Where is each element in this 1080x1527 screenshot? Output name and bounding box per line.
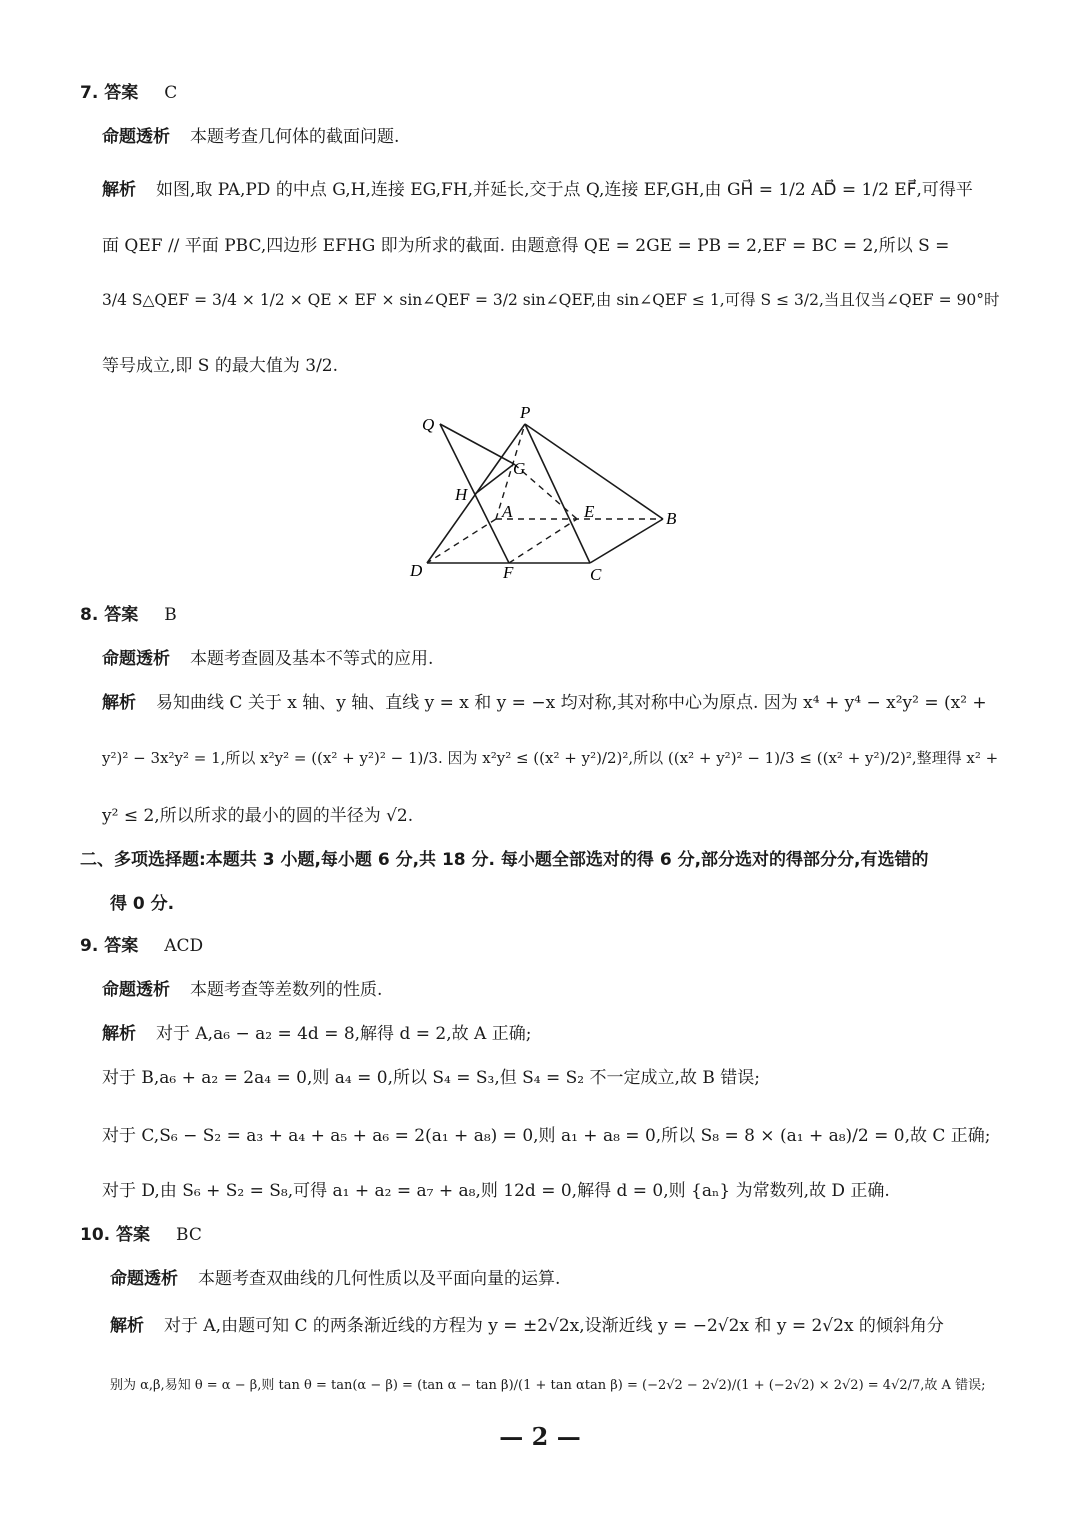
q8-analysis-line-2: y²)² − 3x²y² = 1,所以 x²y² = ((x² + y²)² − 1)/3. 因为 x²y² ≤ ((x² + y²)/2)²,所以 ((x² + y²)² − 1)/3 ≤ ((x² + y²)/2)²,整理得 x² +	[102, 749, 999, 767]
label-h: H	[455, 485, 468, 504]
answer-label: 8. 答案	[80, 605, 139, 625]
answer-value: BC	[176, 1225, 202, 1245]
q7-analysis-line-4: 等号成立,即 S 的最大值为 3/2.	[102, 356, 339, 376]
edge-cb	[590, 519, 663, 563]
q9-analysis-line-3: 对于 C,S₆ − S₂ = a₃ + a₄ + a₅ + a₆ = 2(a₁ + a₈) = 0,则 a₁ + a₈ = 0,所以 S₈ = 8 × (a₁ + a₈)/2 = 0,故 C 正确;	[102, 1126, 991, 1146]
pyramid-section-figure	[400, 400, 700, 590]
intent-label: 命题透析	[102, 649, 170, 669]
intent-text: 本题考查几何体的截面问题.	[190, 127, 400, 147]
q8-intent	[102, 647, 433, 671]
line-fe	[509, 519, 577, 563]
q7-analysis-line-1	[102, 178, 973, 202]
page-number: — 2 —	[499, 1422, 581, 1451]
q9-intent	[102, 978, 382, 1002]
q10-intent	[110, 1267, 560, 1291]
edge-ad	[427, 519, 496, 563]
q9-analysis-line-1	[102, 1022, 531, 1046]
analysis-label: 解析	[102, 1024, 136, 1044]
analysis-label: 解析	[110, 1316, 144, 1336]
q9-analysis-line-2: 对于 B,a₆ + a₂ = 2a₄ = 0,则 a₄ = 0,所以 S₄ = S₃,但 S₄ = S₂ 不一定成立,故 B 错误;	[102, 1068, 760, 1088]
analysis-text: 对于 A,由题可知 C 的两条渐近线的方程为 y = ±2√2x,设渐近线 y = −2√2x 和 y = 2√2x 的倾斜角分	[164, 1316, 944, 1336]
q9-analysis-line-4: 对于 D,由 S₆ + S₂ = S₈,可得 a₁ + a₂ = a₇ + a₈,则 12d = 0,解得 d = 0,则 {aₙ} 为常数列,故 D 正确.	[102, 1181, 890, 1201]
label-a: A	[502, 502, 513, 521]
label-g: G	[513, 459, 526, 478]
label-b: B	[666, 509, 677, 528]
section-heading: 二、多项选择题:本题共 3 小题,每小题 6 分,共 18 分. 每小题全部选对的得 6 分,部分选对的得部分分,有选错的	[80, 850, 929, 870]
answer-value: B	[164, 605, 177, 625]
analysis-text: 易知曲线 C 关于 x 轴、y 轴、直线 y = x 和 y = −x 均对称,其对称中心为原点. 因为 x⁴ + y⁴ − x²y² = (x² +	[156, 693, 987, 713]
label-d: D	[410, 561, 423, 580]
label-e: E	[584, 502, 595, 521]
intent-text: 本题考查圆及基本不等式的应用.	[190, 649, 434, 669]
answer-label: 9. 答案	[80, 936, 139, 956]
intent-text: 本题考查等差数列的性质.	[190, 980, 383, 1000]
q8-header	[80, 603, 177, 627]
line-qg	[440, 424, 514, 464]
answer-label: 7. 答案	[80, 83, 139, 103]
q8-analysis-line-3: y² ≤ 2,所以所求的最小的圆的半径为 √2.	[102, 806, 414, 826]
q9-header	[80, 934, 203, 958]
pyramid-diagram	[400, 400, 700, 590]
analysis-label: 解析	[102, 693, 136, 713]
q10-header	[80, 1223, 202, 1247]
label-c: C	[590, 565, 602, 584]
label-q: Q	[422, 415, 435, 434]
q7-analysis-line-2: 面 QEF // 平面 PBC,四边形 EFHG 即为所求的截面. 由题意得 QE = 2GE = PB = 2,EF = BC = 2,所以 S =	[102, 236, 950, 256]
q8-analysis-line-1	[102, 691, 987, 715]
answer-label: 10. 答案	[80, 1225, 151, 1245]
line-qf	[440, 424, 509, 563]
q7-header	[80, 81, 177, 105]
q7-analysis-line-3: 3/4 S△QEF = 3/4 × 1/2 × QE × EF × sin∠QEF = 3/2 sin∠QEF,由 sin∠QEF ≤ 1,可得 S ≤ 3/2,当且仅当∠QEF = 90°时	[102, 291, 1000, 309]
edge-pc	[525, 424, 590, 563]
answer-value: ACD	[164, 936, 204, 956]
analysis-text: 如图,取 PA,PD 的中点 G,H,连接 EG,FH,并延长,交于点 Q,连接 EF,GH,由 GH⃗ = 1/2 AD⃗ = 1/2 EF⃗,可得平	[156, 180, 973, 200]
q10-analysis-line-2: 别为 α,β,易知 θ = α − β,则 tan θ = tan(α − β) = (tan α − tan β)/(1 + tan αtan β) = (−2√2 − 2√2)/(1 + (−2√2) × 2√2) = 4√2/7,故 A 错误;	[110, 1378, 986, 1393]
intent-label: 命题透析	[102, 980, 170, 1000]
answer-value: C	[164, 83, 178, 103]
q7-intent	[102, 125, 399, 149]
intent-label: 命题透析	[102, 127, 170, 147]
q10-analysis-line-1	[110, 1314, 944, 1338]
intent-label: 命题透析	[110, 1269, 178, 1289]
intent-text: 本题考查双曲线的几何性质以及平面向量的运算.	[198, 1269, 561, 1289]
label-f: F	[503, 563, 514, 582]
analysis-text: 对于 A,a₆ − a₂ = 4d = 8,解得 d = 2,故 A 正确;	[156, 1024, 532, 1044]
label-p: P	[520, 403, 531, 422]
section-heading-continued: 得 0 分.	[110, 894, 175, 914]
analysis-label: 解析	[102, 180, 136, 200]
